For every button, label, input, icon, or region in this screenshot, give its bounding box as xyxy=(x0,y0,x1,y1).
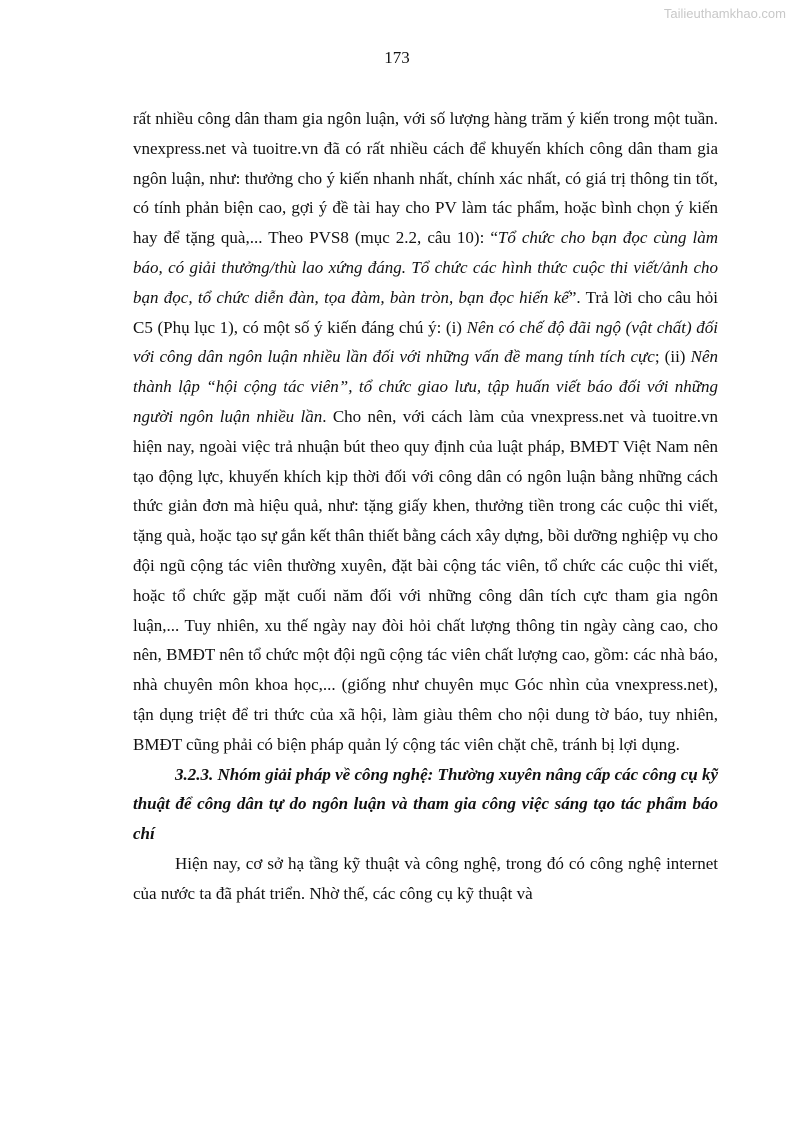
text-run: ”. Trả lời cho câu hỏi C5 (Phụ lục 1), có một số ý kiến đáng chú ý: (i) xyxy=(133,287,718,337)
paragraph: Hiện nay, cơ sở hạ tầng kỹ thuật và công nghệ, trong đó có công nghệ internet của nước ta đã phát triển. Nhờ thế, các công cụ kỹ thuật và xyxy=(133,853,718,903)
document-body xyxy=(133,104,718,909)
quote-run: Nên thành lập “hội cộng tác viên”, tổ chức giao lưu, tập huấn viết báo đối với những người ngôn luận nhiều lần xyxy=(133,347,718,426)
text-run: . Cho nên, với cách làm của vnexpress.net và tuoitre.vn hiện nay, ngoài việc trả nhuận bút theo quy định của luật pháp, BMĐT Việt Nam nên tạo động lực, khuyến khích kịp thời đối với công dân có ngôn luận bằng những cách thức giản đơn mà hiệu quả, như: tặng giấy khen, thưởng tiền trong các cuộc thi viết, tặng quà, hoặc tạo sự gắn kết thân thiết bằng cách xây dựng, bồi dưỡng nghiệp vụ cho đội ngũ cộng tác viên thường xuyên, đặt bài cộng tác viên, tổ chức các cuộc thi viết, hoặc tổ chức gặp mặt cuối năm đối với những công dân tích cực tham gia ngôn luận,... Tuy nhiên, xu thế ngày nay đòi hỏi chất lượng thông tin ngày càng cao, cho nên, BMĐT nên tổ chức một đội ngũ cộng tác viên chất lượng cao, gồm: các nhà báo, nhà chuyên môn khoa học,... (giống như chuyên mục Góc nhìn của vnexpress.net), tận dụng triệt để tri thức của xã hội, làm giàu thêm cho nội dung tờ báo, tuy nhiên, BMĐT cũng phải có biện pháp quản lý cộng tác viên chặt chẽ, tránh bị lợi dụng. xyxy=(133,406,718,754)
quote-run: Nên có chế độ đãi ngộ (vật chất) đối với công dân ngôn luận nhiều lần đối với những vấn đề mang tính tích cực xyxy=(133,317,719,367)
quote-run: Tổ chức cho bạn đọc cùng làm báo, có giải thưởng/thù lao xứng đáng. Tổ chức các hình thức cuộc thi viết/ảnh cho bạn đọc, tổ chức diễn đàn, tọa đàm, bàn tròn, bạn đọc hiến kế xyxy=(133,228,718,307)
paragraph xyxy=(133,104,718,760)
watermark: Tailieuthamkhao.com xyxy=(663,6,786,21)
page-number: 173 xyxy=(384,48,410,67)
section-heading: 3.2.3. Nhóm giải pháp về công nghệ: Thường xuyên nâng cấp các công cụ kỹ thuật để công dân tự do ngôn luận và tham gia công việc sáng tạo tác phẩm báo chí xyxy=(133,764,719,844)
text-run: ; (ii) xyxy=(654,347,691,367)
text-run: rất nhiều công dân tham gia ngôn luận, với số lượng hàng trăm ý kiến trong một tuần. vnexpress.net và tuoitre.vn đã có rất nhiều cách để khuyến khích công dân tham gia ngôn luận, như: thưởng cho ý kiến nhanh nhất, chính xác nhất, có giá trị thông tin tốt, có tính phản biện cao, gợi ý đề tài hay cho PV làm tác phẩm, hoặc bình chọn ý kiến hay để tặng quà,... Theo PVS8 (mục 2.2, câu 10): “ xyxy=(133,109,718,248)
